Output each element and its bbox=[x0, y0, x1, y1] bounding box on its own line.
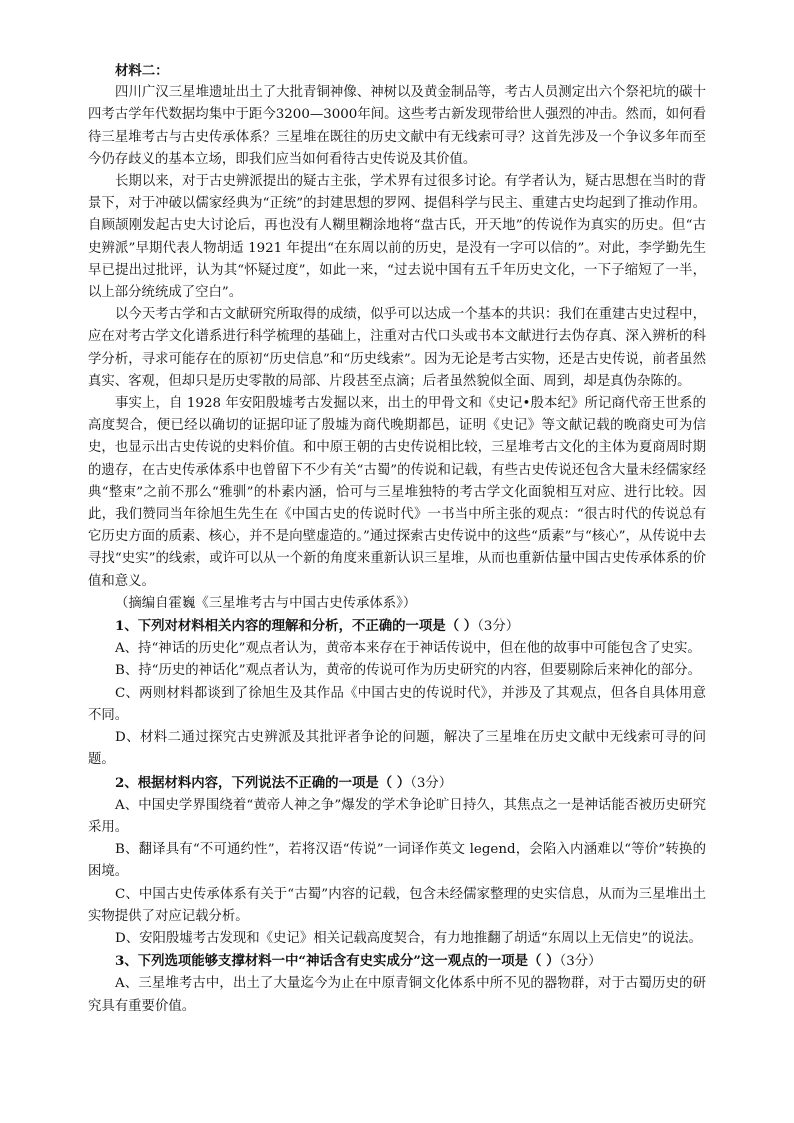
question-stem-text: 1、下列对材料相关内容的理解和分析，不正确的一项是（ ） bbox=[115, 618, 478, 635]
question-3 bbox=[88, 950, 706, 1018]
question-stem bbox=[88, 772, 706, 795]
material-heading: 材料二： bbox=[115, 63, 169, 79]
material-source: （摘编自霍巍《三星堆考古与中国古史传承体系》） bbox=[115, 595, 417, 611]
material-paragraph-2: 长期以来，对于古史辨派提出的疑古主张，学术界有过很多讨论。有学者认为，疑古思想在当时的背景下，对于冲破以儒家经典为“正统”的封建思想的罗网、提倡科学与民主、重建古史均起到了推动作用。自顾颉刚发起古史大讨论后，再也没有人糊里糊涂地将“盘古氏，开天地”的传说作为真实的历史。但“古史辨派”早期代表人物胡适 1921 年提出“在东周以前的历史，是没有一字可以信的”。对此，李学勤先生早已提出过批评，认为其“怀疑过度”，如此一来，“过去说中国有五千年历史文化，一下子缩短了一半，以上部分统统成了空白”。 bbox=[88, 174, 706, 301]
question-score: （3分） bbox=[410, 775, 453, 791]
option-c: C、两则材料都谈到了徐旭生及其作品《中国古史的传说时代》，并涉及了其观点，但各自具体用意不同。 bbox=[88, 685, 706, 723]
option-a: A、中国史学界围绕着“黄帝人神之争”爆发的学术争论旷日持久，其焦点之一是神话能否被历史研究采用。 bbox=[88, 797, 706, 835]
option-a: A、三星堆考古中，出土了大量迄今为止在中原青铜文化体系中所不见的器物群，对于古蜀历史的研究具有重要价值。 bbox=[88, 976, 706, 1014]
question-score: （3分） bbox=[477, 619, 520, 635]
material-paragraph-4: 事实上，自 1928 年安阳殷墟考古发掘以来，出土的甲骨文和《史记•殷本纪》所记商代帝王世系的高度契合，便已经以确切的证据印证了殷墟为商代晚期都邑，证明《史记》等文献记载的晚商史可为信史，也显示出古史传说的史料价值。和中原王朝的古史传说相比较，三星堆考古文化的主体为夏商周时期的遗存，在古史传承体系中也曾留下不少有关“古蜀”的传说和记载，有些古史传说还包含大量未经儒家经典“整束”之前不那么“雅驯”的朴素内涵，恰可与三星堆独特的考古学文化面貌相互对应、进行比较。因此，我们赞同当年徐旭生先生在《中国古史的传说时代》一书当中所主张的观点：“很古时代的传说总有它历史方面的质素、核心，并不是向壁虚造的。”通过探索古史传说中的这些“质素”与“核心”，从传说中去寻找“史实”的线索，或许可以从一个新的角度来重新认识三星堆，从而也重新估量中国古史传承体系的价值和意义。 bbox=[88, 396, 706, 589]
option-b: B、翻译具有“不可通约性”，若将汉语“传说”一词译作英文 legend，会陷入内涵难以“等价”转换的困境。 bbox=[88, 842, 706, 880]
option-b: B、持“历史的神话化”观点者认为，黄帝的传说可作为历史研究的内容，但要剔除后来神化的部分。 bbox=[115, 663, 701, 679]
option-c: C、中国古史传承体系有关于“古蜀”内容的记载，包含未经儒家整理的史实信息，从而为三星堆出土实物提供了对应记载分析。 bbox=[88, 886, 706, 924]
question-2 bbox=[88, 772, 706, 951]
material-section bbox=[88, 60, 706, 615]
exam-page bbox=[88, 60, 706, 1018]
question-1 bbox=[88, 615, 706, 771]
material-paragraph-3: 以今天考古学和古文献研究所取得的成绩，似乎可以达成一个基本的共识：我们在重建古史过程中，应在对考古学文化谱系进行科学梳理的基础上，注重对古代口头或书本文献进行去伪存真、深入辨析的科学分析，寻求可能存在的原初“历史信息”和“历史线索”。因为无论是考古实物，还是古史传说，前者虽然真实、客观，但却只是历史零散的局部、片段甚至点滴；后者虽然貌似全面、周到，却是真伪杂陈的。 bbox=[88, 307, 706, 389]
question-score: （3分） bbox=[559, 954, 602, 970]
question-stem-text: 2、根据材料内容，下列说法不正确的一项是（ ） bbox=[115, 774, 411, 791]
question-stem-text: 3、下列选项能够支撑材料一中“神话含有史实成分”这一观点的一项是（ ） bbox=[115, 953, 560, 970]
material-paragraph-1: 四川广汉三星堆遗址出土了大批青铜神像、神树以及黄金制品等，考古人员测定出六个祭祀坑的碳十四考古学年代数据均集中于距今3200—3000年间。这些考古新发现带给世人强烈的冲击。然而，如何看待三星堆考古与古史传承体系？三星堆在既往的历史文献中有无线索可寻？这首先涉及一个争议多年而至今仍存歧义的基本立场，即我们应当如何看待古史传说及其价值。 bbox=[88, 85, 706, 167]
question-stem bbox=[88, 950, 706, 973]
question-stem bbox=[88, 615, 706, 638]
option-a: A、持“神话的历史化”观点者认为，黄帝本来存在于神话传说中，但在他的故事中可能包含了史实。 bbox=[115, 641, 701, 657]
option-d: D、安阳殷墟考古发现和《史记》相关记载高度契合，有力地推翻了胡适“东周以上无信史”的说法。 bbox=[115, 930, 702, 946]
option-d: D、材料二通过探究古史辨派及其批评者争论的问题，解决了三星堆在历史文献中无线索可寻的问题。 bbox=[88, 730, 706, 768]
